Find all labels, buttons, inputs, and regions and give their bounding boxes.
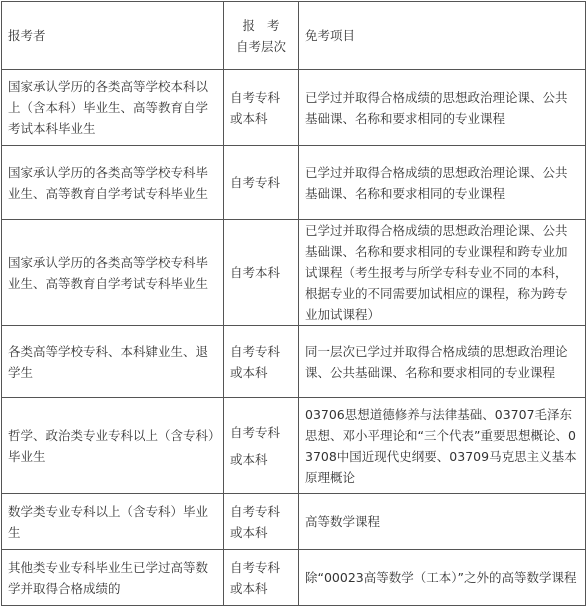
- applicant-cell: 各类高等学校专科、本科肄业生、退学生: [2, 326, 224, 398]
- exempt-cell: 03706思想道德修养与法律基础、03707毛泽东思想、邓小平理论和“三个代表”重要思想概论、03708中国近现代史纲要、03709马克思主义基本原理概论: [299, 398, 586, 494]
- level-line-2: 或本科: [230, 110, 268, 126]
- exempt-cell: 已学过并取得合格成绩的思想政治理论课、公共基础课、名称和要求相同的专业课程和跨专业加试课程（考生报考与所学专科专业不同的本科，根据专业的不同需要加试相应的课程，称为跨专业加试课程）: [299, 220, 586, 326]
- level-cell: [224, 146, 299, 220]
- applicant-cell: 国家承认学历的各类高等学校专科毕业生、高等教育自学考试专科毕业生: [2, 220, 224, 326]
- exempt-cell: 高等数学课程: [299, 494, 586, 550]
- exempt-cell: 已学过并取得合格成绩的思想政治理论课、公共基础课、名称和要求相同的专业课程: [299, 146, 586, 220]
- header-level-top: 报考: [242, 17, 292, 33]
- applicant-cell: 哲学、政治类专业专科以上（含专科）毕业生: [2, 398, 224, 494]
- header-level: [224, 2, 299, 70]
- level-line-2: 或本科: [230, 451, 268, 467]
- table-row: [2, 550, 586, 606]
- table-row: [2, 398, 586, 494]
- level-line-1: 自考专科: [230, 89, 281, 105]
- header-level-bottom: 自考层次: [235, 38, 286, 54]
- level-cell: [224, 326, 299, 398]
- level-line-1: 自考专科: [230, 503, 281, 519]
- table-row: [2, 494, 586, 550]
- header-exempt: 免考项目: [299, 2, 586, 70]
- table-row: [2, 326, 586, 398]
- exempt-cell: 同一层次已学过并取得合格成绩的思想政治理论课、公共基础课、名称和要求相同的专业课程: [299, 326, 586, 398]
- applicant-cell: 数学类专业专科以上（含专科）毕业生: [2, 494, 224, 550]
- level-cell: [224, 398, 299, 494]
- level-line-2: 或本科: [230, 524, 268, 540]
- level-line-1: 自考专科: [230, 343, 281, 359]
- level-cell: [224, 220, 299, 326]
- table-row: [2, 70, 586, 146]
- level-line-1: 自考专科: [230, 559, 281, 575]
- table-row: [2, 146, 586, 220]
- header-row: [2, 2, 586, 70]
- level-line-2: 或本科: [230, 580, 268, 596]
- level-line-1: 自考专科: [230, 175, 281, 190]
- level-cell: [224, 550, 299, 606]
- table-row: [2, 220, 586, 326]
- applicant-cell: 国家承认学历的各类高等学校本科以上（含本科）毕业生、高等教育自学考试本科毕业生: [2, 70, 224, 146]
- exempt-cell: 除“00023高等数学（工本）”之外的高等数学课程: [299, 550, 586, 606]
- applicant-cell: 国家承认学历的各类高等学校专科毕业生、高等教育自学考试专科毕业生: [2, 146, 224, 220]
- level-cell: [224, 70, 299, 146]
- level-line-1: 自考专科: [230, 424, 281, 440]
- exemption-table: [1, 1, 586, 606]
- level-line-1: 自考本科: [230, 265, 281, 280]
- header-applicant: 报考者: [2, 2, 224, 70]
- applicant-cell: 其他类专业专科毕业生已学过高等数学并取得合格成绩的: [2, 550, 224, 606]
- exempt-cell: 已学过并取得合格成绩的思想政治理论课、公共基础课、名称和要求相同的专业课程: [299, 70, 586, 146]
- level-line-2: 或本科: [230, 364, 268, 380]
- level-cell: [224, 494, 299, 550]
